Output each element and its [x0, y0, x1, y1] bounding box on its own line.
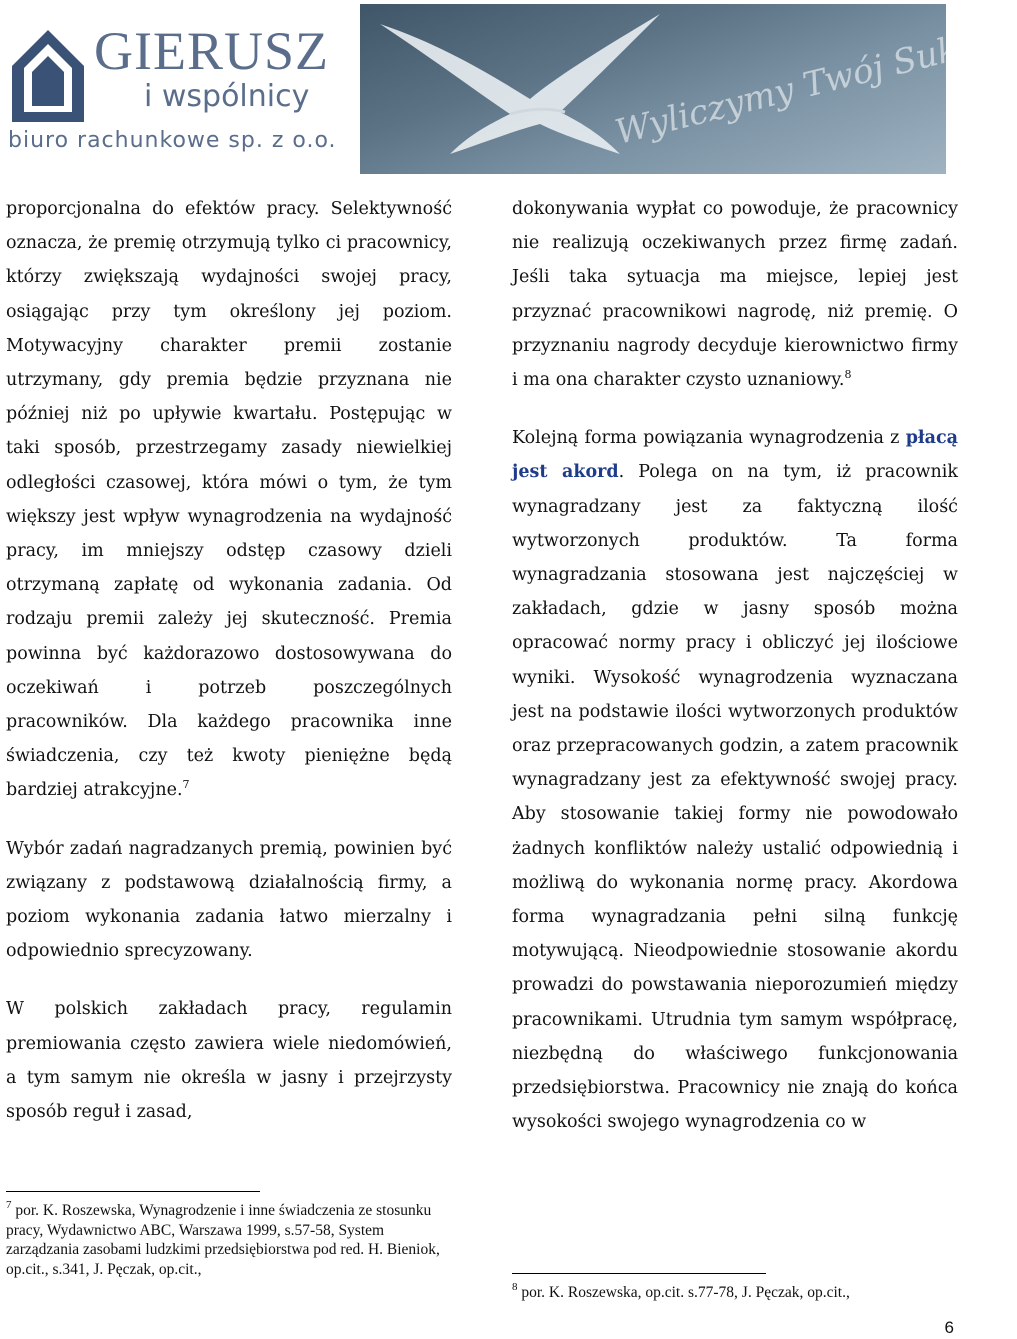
seagull-photo	[360, 4, 1017, 174]
footnote-text: por. K. Roszewska, op.cit. s.77-78, J. Pęczak, op.cit.,	[517, 1284, 850, 1301]
logo-subtitle: i wspólnicy	[144, 79, 310, 114]
house-logo-icon	[8, 26, 88, 126]
paragraph	[512, 421, 958, 1139]
paragraph	[512, 192, 958, 397]
logo-tagline: biuro rachunkowe sp. z o.o.	[8, 128, 337, 153]
footnote-divider	[6, 1191, 260, 1192]
paragraph	[6, 192, 452, 808]
footnote-text: por. K. Roszewska, Wynagrodzenie i inne świadczenia ze stosunku pracy, Wydawnictwo ABC, Warszawa 1999, s.57-58, System zarządzania zasobami ludzkimi przedsiębiorstwa pod red. H. Bieniok, op.cit., s.341, J. Pęczak, op.cit.,	[6, 1202, 440, 1278]
footnote-8	[512, 1283, 952, 1303]
footnote-number: 8	[512, 1281, 518, 1293]
footnote-ref: 7	[182, 778, 190, 792]
highlighted-term: płacą jest akord	[512, 428, 958, 483]
footnote-7	[6, 1201, 446, 1279]
left-column	[6, 192, 452, 1153]
paragraph: W polskich zakładach pracy, regulamin premiowania często zawiera wiele niedomówień, a tym samym nie określa w jasny i przejrzysty sposób reguł i zasad,	[6, 999, 452, 1123]
page-number: 6	[944, 1318, 954, 1337]
footnote-ref: 8	[844, 368, 852, 382]
footnote-number: 7	[6, 1199, 12, 1211]
paragraph: Wybór zadań nagradzanych premią, powinien być związany z podstawową działalnością firmy, a poziom wykonania zadania łatwo mierzalny i odpowiednio sprecyzowany.	[6, 838, 452, 962]
company-logo	[4, 6, 354, 176]
right-column	[512, 192, 958, 1163]
photo-slogan: Wyliczymy Twój Sukces	[611, 15, 1017, 153]
page-header	[0, 0, 1017, 180]
paragraph-text: dokonywania wypłat co powoduje, że pracownicy nie realizują oczekiwanych przez firmę zadań. Jeśli taka sytuacja ma miejsce, lepiej jest przyznać pracownikowi nagrodę, niż premię. O przyznaniu nagrody decyduje kierownictwo firmy i ma ona charakter czysto uznaniowy.	[512, 199, 958, 391]
paragraph-text: . Polega on na tym, iż pracownik wynagradzany jest za faktyczną ilość wytworzonych produktów. Ta forma wynagradzania stosowana jest najczęściej w zakładach, gdzie w jasny sposób można opracować normy pracy i obliczyć jej ilościowe wyniki. Wysokość wynagrodzenia wyznaczana jest na podstawie ilości wytworzonych produktów oraz przepracowanych godzin, a zatem pracownik wynagradzany jest za efektywność swojej pracy. Aby stosowanie takiej formy nie powodowało żadnych konfliktów należy ustalić odpowiednią i możliwą do wykonania normę pracy. Akordowa forma wynagradzania pełni silną funkcję motywującą. Nieodpowiednie stosowanie akordu prowadzi do powstawania nieporozumień między pracownikami. Utrudnia tym samym współpracę, niezbędną do właściwego funkcjonowania przedsiębiorstwa. Pracownicy nie znają do końca wysokości swojego wynagrodzenia co w	[512, 462, 958, 1133]
logo-name: GIERUSZ	[94, 21, 329, 81]
paragraph-text: proporcjonalna do efektów pracy. Selektywność oznacza, że premię otrzymują tylko ci pracownicy, którzy zwiększają wydajności swojej pracy, osiągając przy tym określony jej poziom. Motywacyjny charakter premii zostanie utrzymany, gdy premia będzie przyznana nie później niż po upływie kwartału. Postępując w taki sposób, przestrzegamy zasady niewielkiej odległości czasowej, która mówi o tym, że tym większy jest wpływ wynagrodzenia na wydajność pracy, im mniejszy odstęp czasowy dzieli otrzymaną zapłatę od wykonania zadania. Od rodzaju premii zależy jej skuteczność. Premia powinna być każdorazowo dostosowywana do oczekiwań i potrzeb poszczególnych pracowników. Dla każdego pracownika inne świadczenia, czy też kwoty pieniężne będą bardziej atrakcyjne.	[6, 199, 452, 801]
paragraph-text: Kolejną forma powiązania wynagrodzenia z	[512, 428, 906, 449]
footnote-divider	[512, 1273, 766, 1274]
